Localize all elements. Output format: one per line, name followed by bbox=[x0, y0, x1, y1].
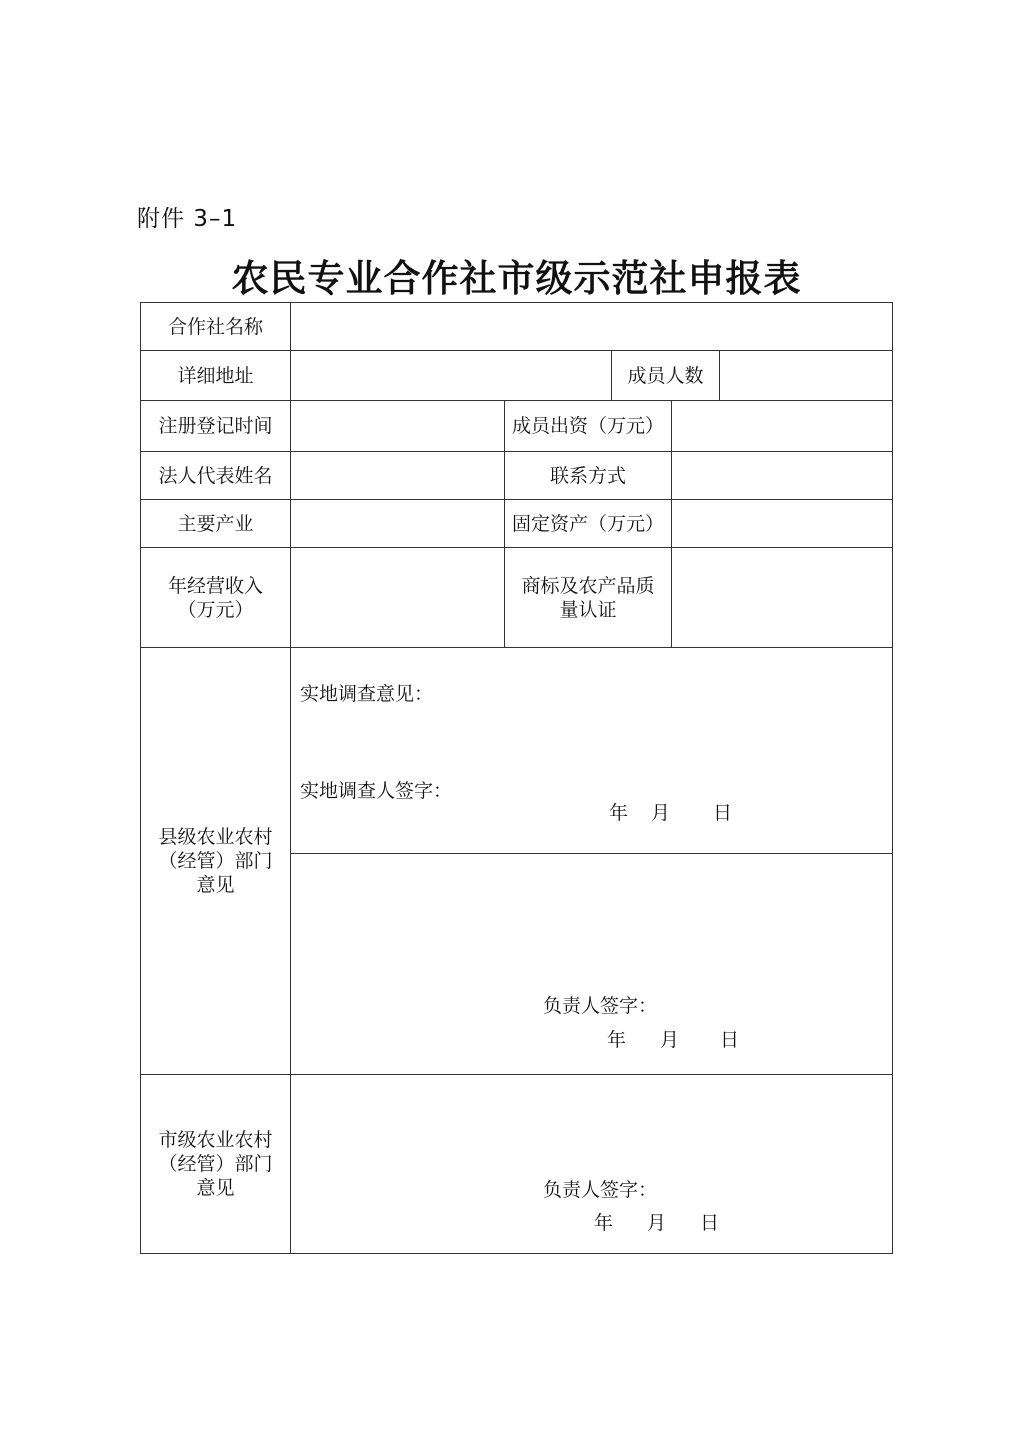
field-survey-opinion-label: 实地调查意见： bbox=[300, 683, 434, 705]
input-member-capital[interactable] bbox=[672, 401, 892, 451]
label-member-count: 成员人数 bbox=[627, 364, 704, 387]
label-contact: 联系方式 bbox=[549, 464, 626, 487]
label-coop-name: 合作社名称 bbox=[167, 315, 263, 338]
label-main-industry: 主要产业 bbox=[177, 512, 254, 535]
input-main-industry[interactable] bbox=[291, 500, 504, 547]
label-county-dept-line2: （经管）部门 bbox=[158, 850, 273, 872]
label-county-dept bbox=[141, 648, 290, 1074]
label-trademark bbox=[505, 548, 671, 647]
label-annual-revenue-line2: （万元） bbox=[177, 598, 254, 621]
input-contact[interactable] bbox=[672, 452, 892, 499]
label-registration-time: 注册登记时间 bbox=[158, 415, 273, 437]
date-month: 月 bbox=[660, 1029, 680, 1051]
city-responsible-signature-label: 负责人签字： bbox=[543, 1179, 658, 1201]
field-survey-date bbox=[609, 798, 732, 825]
label-member-capital: 成员出资（万元） bbox=[511, 415, 664, 437]
date-day: 日 bbox=[713, 802, 733, 824]
date-year: 年 bbox=[609, 802, 629, 824]
county-responsible-date bbox=[607, 1025, 739, 1052]
label-address: 详细地址 bbox=[177, 364, 254, 387]
label-city-dept bbox=[141, 1075, 290, 1253]
date-month: 月 bbox=[647, 1212, 667, 1234]
label-trademark-line1: 商标及农产品质 bbox=[521, 574, 655, 597]
annex-label: 附件 3–1 bbox=[137, 206, 238, 232]
date-month: 月 bbox=[651, 802, 671, 824]
label-county-dept-line1: 县级农业农村 bbox=[158, 826, 273, 848]
label-trademark-line2: 量认证 bbox=[559, 598, 617, 621]
date-day: 日 bbox=[720, 1029, 740, 1051]
label-legal-rep: 法人代表姓名 bbox=[158, 464, 273, 487]
input-member-count[interactable] bbox=[720, 351, 892, 400]
label-annual-revenue bbox=[141, 548, 290, 647]
date-year: 年 bbox=[594, 1212, 614, 1234]
input-trademark[interactable] bbox=[672, 548, 892, 647]
label-county-dept-line3: 意见 bbox=[196, 874, 235, 896]
label-annual-revenue-line1: 年经营收入 bbox=[167, 574, 263, 597]
label-city-dept-line2: （经管）部门 bbox=[158, 1153, 273, 1175]
date-year: 年 bbox=[607, 1029, 627, 1051]
county-responsible-signature-label: 负责人签字： bbox=[543, 995, 658, 1017]
label-city-dept-line1: 市级农业农村 bbox=[158, 1129, 273, 1151]
form-title: 农民专业合作社市级示范社申报表 bbox=[231, 256, 802, 300]
city-responsible-date bbox=[594, 1208, 719, 1235]
input-registration-time[interactable] bbox=[291, 401, 504, 451]
input-coop-name[interactable] bbox=[291, 303, 892, 350]
date-day: 日 bbox=[700, 1212, 720, 1234]
field-survey-signature-label: 实地调查人签字： bbox=[300, 780, 453, 802]
input-address[interactable] bbox=[291, 351, 611, 400]
label-fixed-assets: 固定资产（万元） bbox=[511, 512, 664, 535]
input-annual-revenue[interactable] bbox=[291, 548, 504, 647]
input-fixed-assets[interactable] bbox=[672, 500, 892, 547]
label-city-dept-line3: 意见 bbox=[196, 1177, 235, 1199]
input-legal-rep[interactable] bbox=[291, 452, 504, 499]
